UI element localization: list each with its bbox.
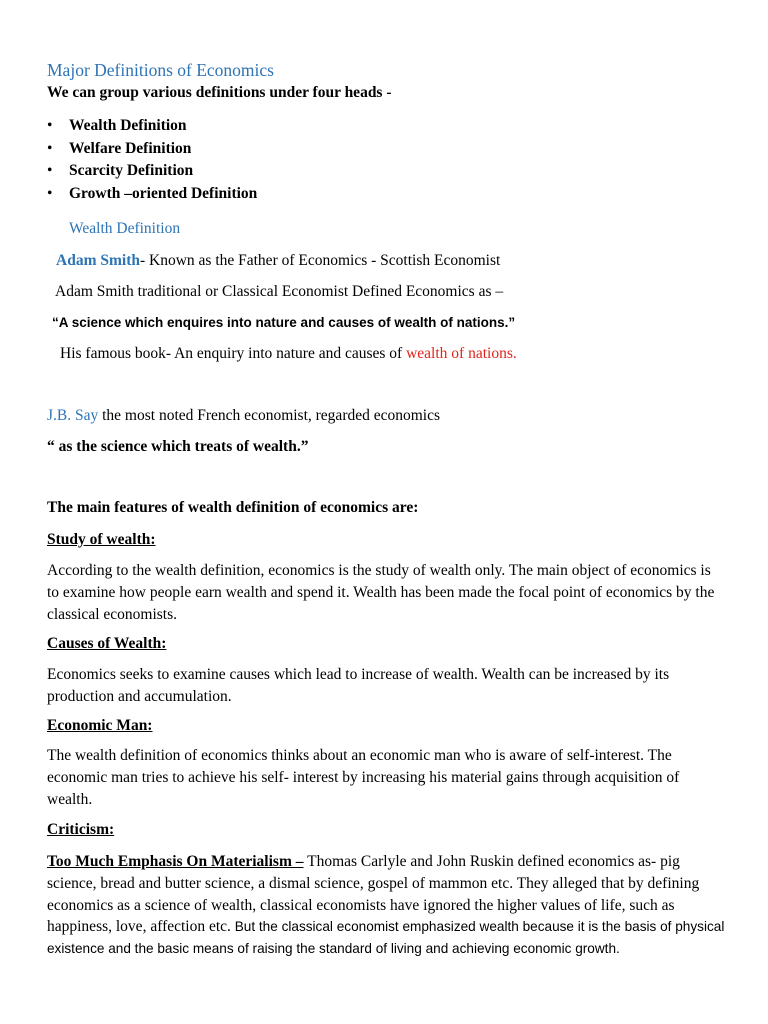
intro-text: We can group various definitions under four heads - [47,84,392,101]
section-heading: Economic Man: [47,717,153,734]
section-text: According to the wealth definition, economics is the study of wealth only. The main object of economics is to examine how people earn wealth and spend it. Wealth has been made the focal point of economics by the classical economists. [47,562,715,623]
wealth-definition-heading [69,220,726,238]
section-text: Economics seeks to examine causes which lead to increase of wealth. Wealth can be increased by its production and accumulation. [47,666,670,705]
section-heading: Study of wealth: [47,531,156,548]
materialism-heading: Too Much Emphasis On Materialism – [47,853,304,870]
adam-smith-name: Adam Smith [56,252,140,269]
famous-book-line [60,345,726,363]
materialism-text: Thomas Carlyle and John Ruskin defined economics as- pig science, bread and butter science, a dismal science, gospel of mammon etc. They alleged that by defining economics as a science of wealth, classical economists have ignored the higher values of life, such as happiness, love, affection etc. [47,853,700,936]
classical-line: Adam Smith traditional or Classical Economist Defined Economics as – [55,283,504,300]
list-item: • Scarcity Definition [47,160,726,183]
book-title: wealth of nations [406,345,513,362]
jb-say-name: J.B. Say [47,407,99,424]
definition-word: Definition [112,220,181,237]
jb-say-quote: “ as the science which treats of wealth.” [47,438,309,455]
book-suffix: . [512,345,517,362]
materialism-paragraph [47,851,726,960]
page-title: Major Definitions of Economics [47,60,274,80]
criticism-heading: Criticism: [47,821,115,838]
materialism-text-continued: But the classical economist emphasized wealth because it is the basis of physical existence and the basic means of raising the standard of living and achieving economic growth. [47,919,725,957]
jb-say-desc: the most noted French economist, regarded economics [98,407,441,424]
list-item: • Growth –oriented Definition [47,183,726,206]
smith-quote: “A science which enquires into nature and causes of wealth of nations.” [52,315,516,330]
jb-say-line [47,407,726,425]
list-item: • Wealth Definition [47,115,726,138]
definition-list [47,115,726,206]
section-text: The wealth definition of economics thinks about an economic man who is aware of self-interest. The economic man tries to achieve his self- interest by increasing his material gains through acquisition of wealth. [47,747,680,808]
list-item: • Welfare Definition [47,138,726,161]
adam-smith-line [56,252,726,270]
features-heading: The main features of wealth definition of economics are: [47,499,419,516]
adam-smith-desc: - Known as the Father of Economics - Scottish Economist [139,252,501,269]
section-heading: Causes of Wealth: [47,635,167,652]
book-prefix: His famous book- An enquiry into nature and causes of [60,345,407,362]
wealth-word: Wealth [69,220,113,237]
